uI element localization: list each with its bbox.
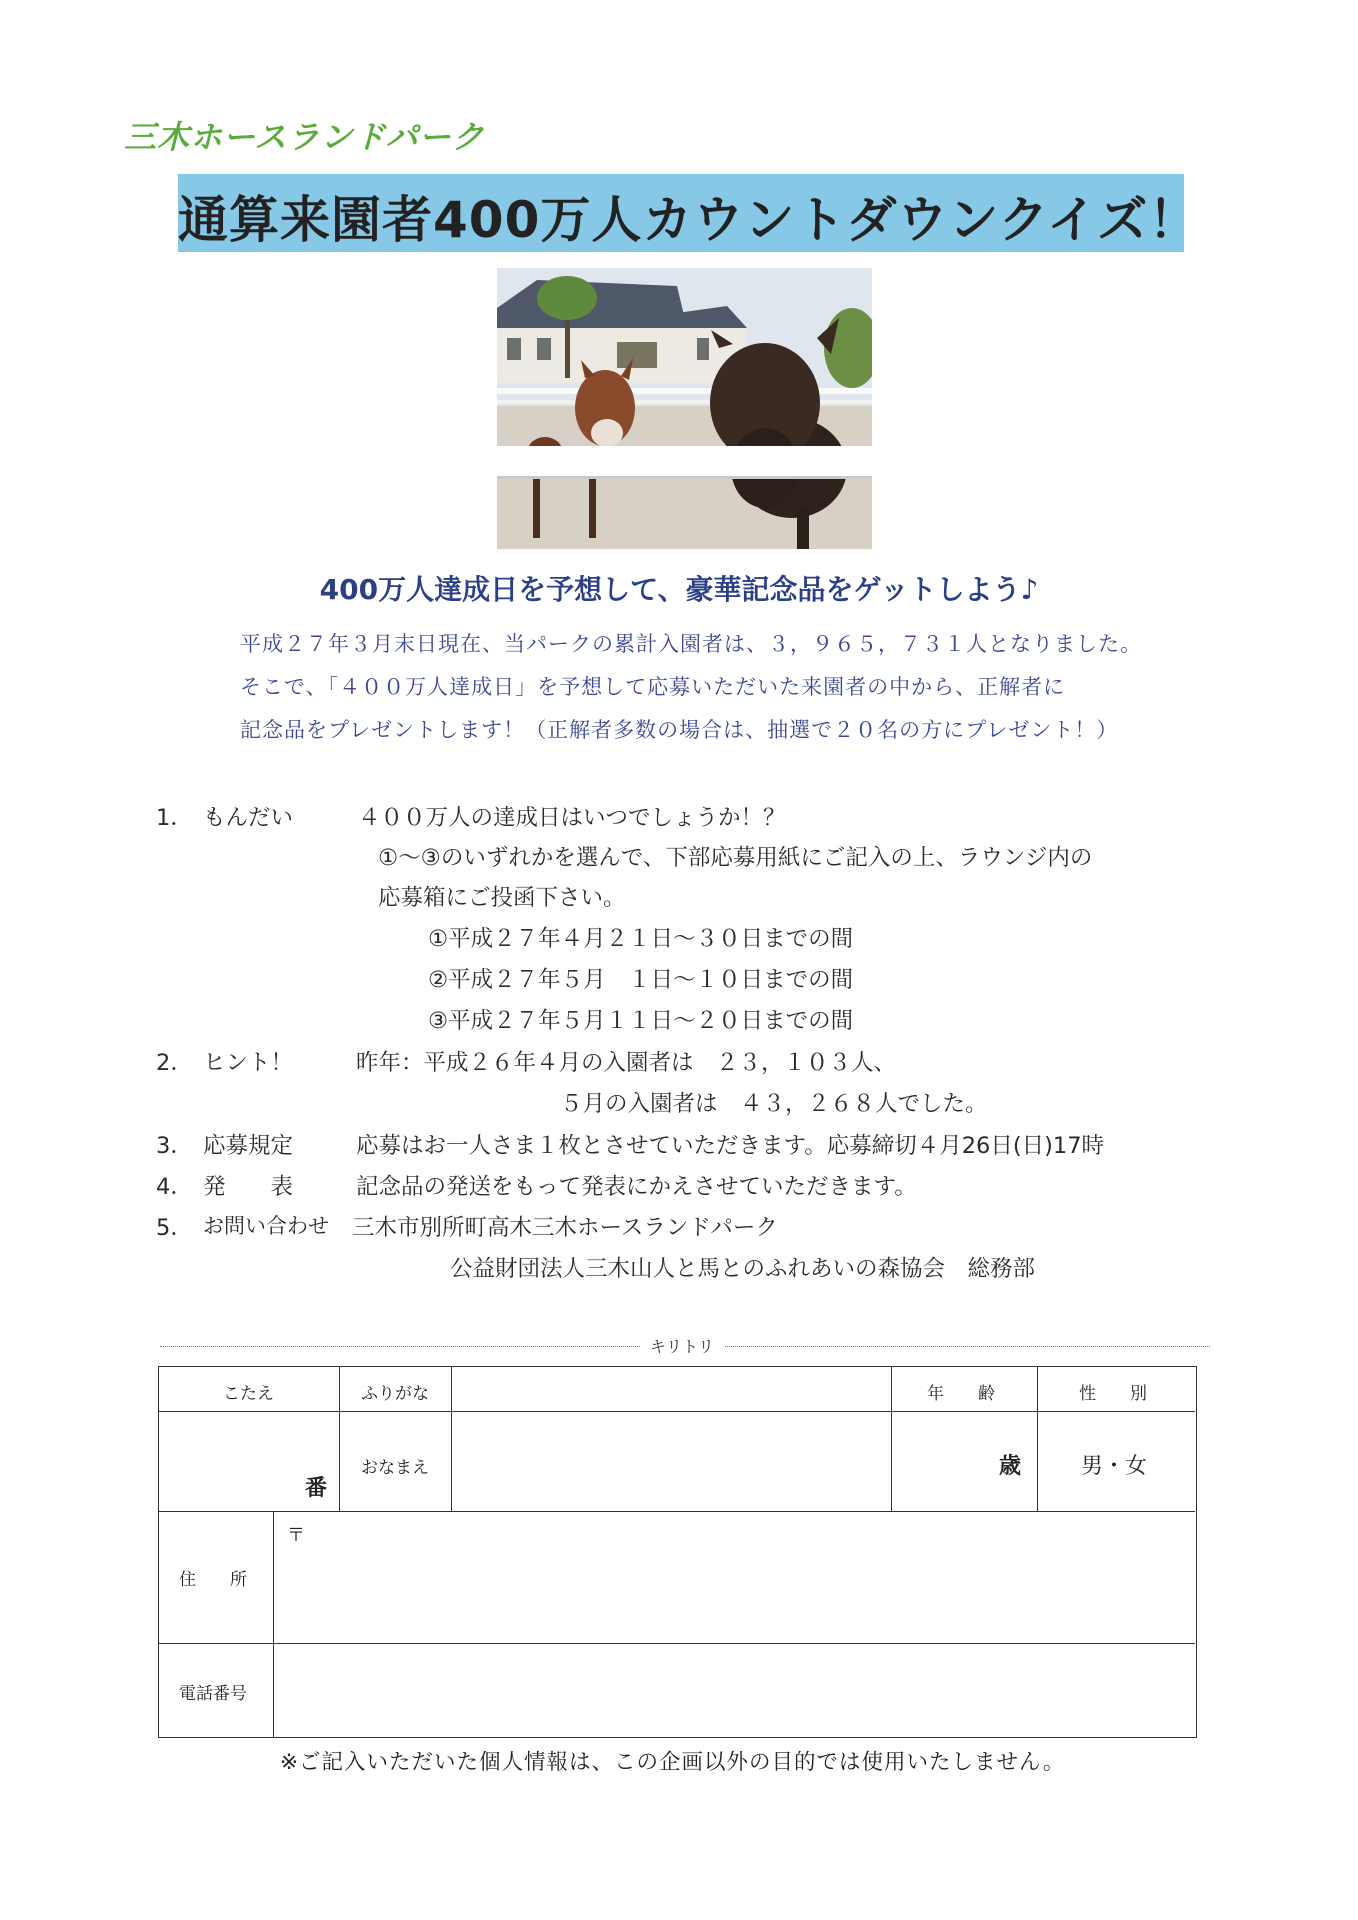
question-instruction: ①～③のいずれかを選んで、下部応募用紙にご記入の上、ラウンジ内の <box>378 845 1093 871</box>
furigana-label: ふりがな <box>361 1384 429 1404</box>
answer-suffix: 番 <box>305 1476 328 1501</box>
hint-label: ヒント！ <box>203 1050 294 1076</box>
intro-line: 記念品をプレゼントします！（正解者多数の場合は、抽選で２０名の方にプレゼント！） <box>240 718 1119 742</box>
address-label: 住 所 <box>179 1570 247 1590</box>
question-number: 1． <box>156 805 193 831</box>
gender-options[interactable]: 男・女 <box>1081 1454 1148 1479</box>
announcement-number: 4． <box>156 1174 193 1200</box>
question-text: ４００万人の達成日はいつでしょうか！？ <box>358 805 786 831</box>
postal-mark: 〒 <box>287 1525 305 1546</box>
announcement-text: 記念品の発送をもって発表にかえさせていただきます。 <box>356 1174 917 1200</box>
hint-number: 2． <box>156 1050 193 1076</box>
phone-label: 電話番号 <box>179 1684 247 1704</box>
rules-label: 応募規定 <box>203 1133 294 1159</box>
announcement-label: 発 表 <box>203 1174 294 1200</box>
question-label: もんだい <box>203 805 294 831</box>
entry-form <box>158 1366 1197 1738</box>
gender-label: 性 別 <box>1079 1384 1147 1404</box>
rules-number: 3． <box>156 1133 193 1159</box>
hint-text: ５月の入園者は ４３，２６８人でした。 <box>560 1091 988 1117</box>
age-suffix: 歳 <box>999 1454 1022 1479</box>
contact-number: 5． <box>156 1215 193 1241</box>
name-field[interactable] <box>455 1415 887 1509</box>
question-instruction: 応募箱にご投函下さい。 <box>378 885 626 911</box>
intro-line: そこで、「４００万人達成日」を予想して応募いただいた来園者の中から、正解者に <box>240 675 1066 699</box>
horses-photo <box>497 268 872 549</box>
cut-label: キリトリ <box>640 1334 724 1357</box>
contact-label: お問い合わせ <box>203 1214 329 1238</box>
address-field[interactable] <box>277 1515 1191 1641</box>
subheading: 400万人達成日を予想して、豪華記念品をゲットしよう♪ <box>319 573 1039 606</box>
rules-text: 応募はお一人さま１枚とさせていただきます。応募締切４月26日(日)17時 <box>356 1133 1105 1159</box>
age-label: 年 齢 <box>927 1384 995 1404</box>
answer-option: ②平成２７年５月 １日～１０日までの間 <box>428 967 854 993</box>
privacy-note: ※ご記入いただいた個人情報は、この企画以外の目的では使用いたしません。 <box>280 1750 1066 1775</box>
hint-text: 昨年：平成２６年４月の入園者は ２３，１０３人、 <box>356 1050 897 1076</box>
furigana-field[interactable] <box>455 1370 887 1408</box>
phone-field[interactable] <box>277 1647 1191 1735</box>
answer-label: こたえ <box>223 1384 274 1404</box>
page-title: 通算来園者400万人カウントダウンクイズ！ <box>178 191 1200 249</box>
answer-option: ①平成２７年４月２１日～３０日までの間 <box>428 926 854 952</box>
name-label: おなまえ <box>361 1458 429 1478</box>
contact-text: 三木市別所町高木三木ホースランドパーク <box>352 1215 778 1241</box>
contact-text: 公益財団法人三木山人と馬とのふれあいの森協会 総務部 <box>450 1256 1036 1282</box>
park-name: 三木ホースランドパーク <box>124 118 485 156</box>
answer-option: ③平成２７年５月１１日～２０日までの間 <box>428 1008 854 1034</box>
intro-line: 平成２７年３月末日現在、当パークの累計入園者は、３，９６５，７３１人となりました。 <box>240 632 1142 656</box>
